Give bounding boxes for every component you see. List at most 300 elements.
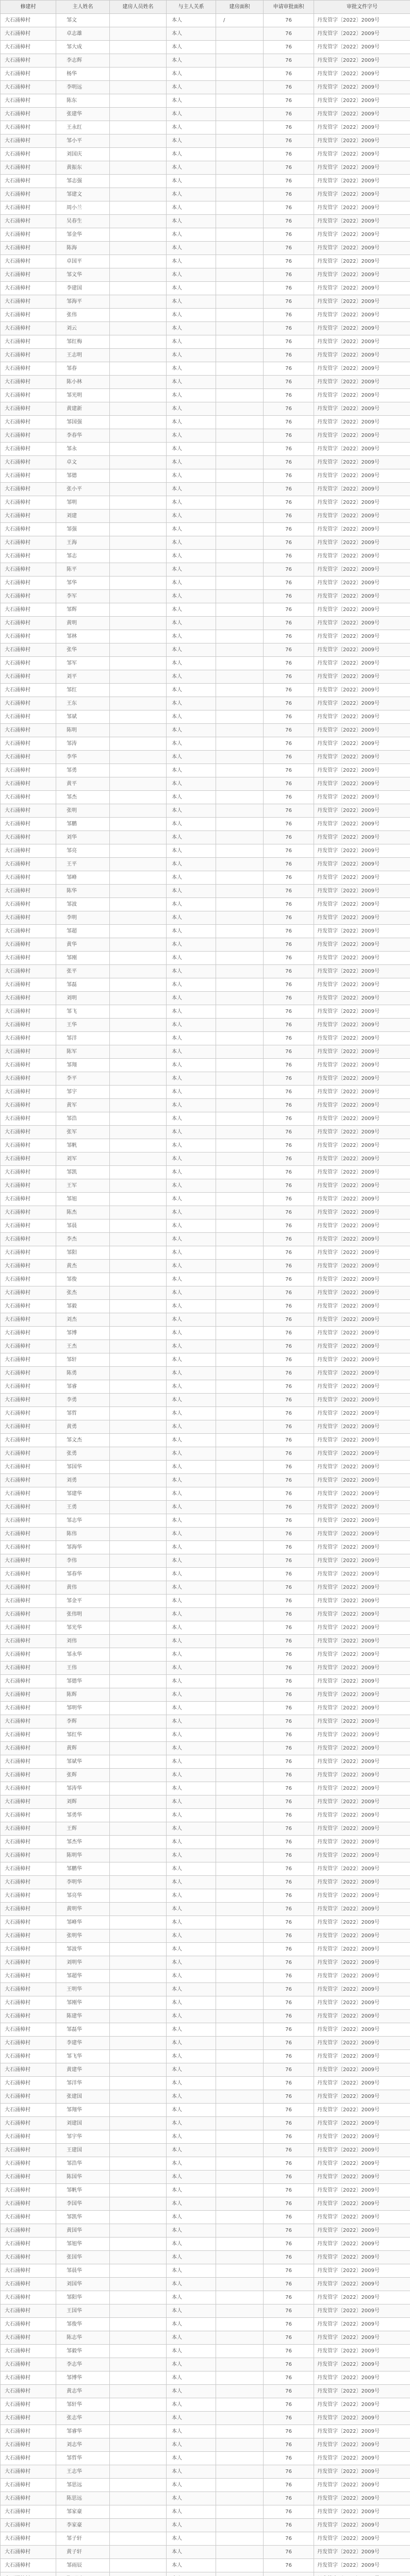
cell-relation: 本人 xyxy=(167,1836,216,1849)
cell-build-area xyxy=(216,429,264,443)
cell-approved-area: 76 xyxy=(264,402,314,416)
cell-builder-name xyxy=(110,885,167,898)
cell-relation: 本人 xyxy=(167,108,216,121)
cell-relation: 本人 xyxy=(167,1916,216,1929)
cell-builder-name xyxy=(110,1166,167,1179)
cell-relation: 本人 xyxy=(167,523,216,536)
cell-approval-doc: 丹发管字〔2022〕2009号 xyxy=(314,322,410,335)
cell-build-area xyxy=(216,1273,264,1286)
cell-relation: 本人 xyxy=(167,2385,216,2398)
cell-relation: 本人 xyxy=(167,1983,216,1996)
cell-relation: 本人 xyxy=(167,925,216,938)
cell-village: 大石涌樟村 xyxy=(1,27,56,41)
table-row xyxy=(1,2050,410,2063)
table-row xyxy=(1,94,410,108)
cell-build-area xyxy=(216,1434,264,1447)
cell-builder-name xyxy=(110,2304,167,2318)
cell-builder-name xyxy=(110,1327,167,1340)
cell-builder-name xyxy=(110,992,167,1005)
cell-build-area xyxy=(216,94,264,108)
cell-owner-name: 陈明华 xyxy=(56,1849,110,1862)
cell-relation xyxy=(167,2572,216,2576)
table-row xyxy=(1,1929,410,1943)
cell-approved-area: 76 xyxy=(264,1206,314,1219)
cell-approved-area: 76 xyxy=(264,1059,314,1072)
cell-approved-area: 76 xyxy=(264,41,314,54)
cell-approval-doc: 丹发管字〔2022〕2009号 xyxy=(314,1648,410,1662)
cell-approved-area: 76 xyxy=(264,818,314,831)
cell-approved-area: 76 xyxy=(264,697,314,710)
cell-builder-name xyxy=(110,1420,167,1434)
cell-approval-doc: 丹发管字〔2022〕2009号 xyxy=(314,1367,410,1380)
cell-builder-name xyxy=(110,456,167,469)
cell-relation: 本人 xyxy=(167,1072,216,1086)
cell-village: 大石涌樟村 xyxy=(1,215,56,228)
cell-build-area xyxy=(216,2452,264,2465)
cell-relation: 本人 xyxy=(167,362,216,376)
cell-owner-name: 黄华 xyxy=(56,938,110,952)
cell-build-area xyxy=(216,1554,264,1568)
cell-relation: 本人 xyxy=(167,536,216,550)
cell-build-area xyxy=(216,2546,264,2559)
cell-owner-name: 邹林 xyxy=(56,630,110,643)
cell-village: 大石涌樟村 xyxy=(1,2117,56,2130)
cell-owner-name: 邹洋华 xyxy=(56,2077,110,2090)
cell-build-area xyxy=(216,1340,264,1353)
cell-approved-area: 76 xyxy=(264,777,314,791)
cell-approved-area: 76 xyxy=(264,1849,314,1862)
table-row xyxy=(1,2184,410,2197)
cell-village: 大石涌樟村 xyxy=(1,483,56,496)
cell-build-area xyxy=(216,603,264,617)
table-row xyxy=(1,1327,410,1340)
table-row xyxy=(1,2358,410,2371)
cell-approval-doc: 丹发管字〔2022〕2009号 xyxy=(314,818,410,831)
cell-approved-area: 76 xyxy=(264,2465,314,2479)
cell-builder-name xyxy=(110,1675,167,1688)
table-row xyxy=(1,751,410,764)
cell-owner-name: 李杰 xyxy=(56,1233,110,1246)
cell-relation: 本人 xyxy=(167,563,216,577)
cell-owner-name: 陈建华 xyxy=(56,2010,110,2023)
cell-approval-doc: 丹发管字〔2022〕2009号 xyxy=(314,1246,410,1260)
cell-build-area xyxy=(216,443,264,456)
cell-village: 大石涌樟村 xyxy=(1,282,56,295)
cell-village: 大石涌樟村 xyxy=(1,1447,56,1461)
cell-village: 大石涌樟村 xyxy=(1,885,56,898)
cell-build-area xyxy=(216,228,264,242)
cell-village: 大石涌樟村 xyxy=(1,2398,56,2412)
cell-builder-name xyxy=(110,1019,167,1032)
cell-approval-doc: 丹发管字〔2022〕2009号 xyxy=(314,1153,410,1166)
cell-village: 大石涌樟村 xyxy=(1,978,56,992)
cell-approved-area: 76 xyxy=(264,282,314,295)
cell-owner-name: 邹超 xyxy=(56,925,110,938)
cell-approval-doc: 丹发管字〔2022〕2009号 xyxy=(314,885,410,898)
cell-relation: 本人 xyxy=(167,1554,216,1568)
cell-builder-name xyxy=(110,2532,167,2546)
cell-builder-name xyxy=(110,1032,167,1045)
table-row xyxy=(1,2010,410,2023)
cell-owner-name: 邹波华 xyxy=(56,1943,110,1956)
cell-approved-area: 76 xyxy=(264,2077,314,2090)
cell-builder-name xyxy=(110,684,167,697)
cell-approval-doc: 丹发管字〔2022〕2009号 xyxy=(314,844,410,858)
cell-owner-name: 张建国 xyxy=(56,2090,110,2104)
cell-owner-name: 刘辉 xyxy=(56,1795,110,1809)
cell-approval-doc: 丹发管字〔2022〕2009号 xyxy=(314,1179,410,1193)
cell-approved-area: 76 xyxy=(264,1514,314,1528)
cell-approval-doc: 丹发管字〔2022〕2009号 xyxy=(314,1715,410,1728)
cell-relation: 本人 xyxy=(167,2519,216,2532)
cell-owner-name: 卓国平 xyxy=(56,255,110,268)
table-row xyxy=(1,737,410,751)
cell-village: 大石涌樟村 xyxy=(1,1849,56,1862)
cell-builder-name xyxy=(110,469,167,483)
cell-approved-area: 76 xyxy=(264,684,314,697)
table-row xyxy=(1,2559,410,2572)
cell-owner-name: 邹涛华 xyxy=(56,1782,110,1795)
cell-builder-name xyxy=(110,161,167,175)
table-row xyxy=(1,228,410,242)
cell-relation: 本人 xyxy=(167,456,216,469)
cell-village: 大石涌樟村 xyxy=(1,322,56,335)
cell-build-area xyxy=(216,295,264,309)
cell-relation: 本人 xyxy=(167,617,216,630)
cell-build-area xyxy=(216,577,264,590)
cell-approved-area: 76 xyxy=(264,1487,314,1501)
cell-village: 大石涌樟村 xyxy=(1,697,56,710)
cell-approval-doc: 丹发管字〔2022〕2009号 xyxy=(314,603,410,617)
cell-approved-area: 76 xyxy=(264,804,314,818)
table-row xyxy=(1,67,410,81)
table-row xyxy=(1,1983,410,1996)
cell-build-area xyxy=(216,1970,264,1983)
table-row xyxy=(1,2425,410,2438)
cell-owner-name: 李明华 xyxy=(56,1876,110,1889)
cell-approval-doc: 丹发管字〔2022〕2009号 xyxy=(314,550,410,563)
cell-approved-area: 76 xyxy=(264,2318,314,2331)
cell-approved-area: 76 xyxy=(264,831,314,844)
cell-builder-name xyxy=(110,536,167,550)
cell-builder-name xyxy=(110,791,167,804)
table-row xyxy=(1,201,410,215)
cell-builder-name xyxy=(110,1072,167,1086)
table-row xyxy=(1,175,410,188)
cell-relation: 本人 xyxy=(167,791,216,804)
cell-owner-name: 邹刚华 xyxy=(56,1996,110,2010)
cell-village: 大石涌樟村 xyxy=(1,402,56,416)
cell-relation: 本人 xyxy=(167,2304,216,2318)
cell-approval-doc: 丹发管字〔2022〕2009号 xyxy=(314,54,410,67)
cell-approval-doc: 丹发管字〔2022〕2009号 xyxy=(314,134,410,148)
cell-owner-name: 邹磊华 xyxy=(56,2023,110,2037)
cell-village: 大石涌樟村 xyxy=(1,2505,56,2519)
cell-build-area xyxy=(216,2157,264,2171)
table-row xyxy=(1,242,410,255)
cell-approved-area: 76 xyxy=(264,2050,314,2063)
cell-build-area xyxy=(216,697,264,710)
cell-approved-area: 76 xyxy=(264,175,314,188)
cell-approved-area: 76 xyxy=(264,1367,314,1380)
cell-approved-area: 76 xyxy=(264,1112,314,1126)
cell-approved-area: 76 xyxy=(264,1501,314,1514)
cell-approved-area: 76 xyxy=(264,2398,314,2412)
cell-builder-name xyxy=(110,309,167,322)
cell-owner-name: 邹晨 xyxy=(56,1219,110,1233)
cell-build-area xyxy=(216,2211,264,2224)
cell-village: 大石涌樟村 xyxy=(1,134,56,148)
cell-builder-name xyxy=(110,2358,167,2371)
cell-approval-doc: 丹发管字〔2022〕2009号 xyxy=(314,697,410,710)
table-row xyxy=(1,2117,410,2130)
cell-relation: 本人 xyxy=(167,201,216,215)
cell-build-area xyxy=(216,1166,264,1179)
cell-approval-doc: 丹发管字〔2022〕2009号 xyxy=(314,1260,410,1273)
cell-builder-name xyxy=(110,1407,167,1420)
cell-village: 大石涌樟村 xyxy=(1,255,56,268)
cell-approval-doc: 丹发管字〔2022〕2009号 xyxy=(314,2077,410,2090)
cell-relation: 本人 xyxy=(167,2318,216,2331)
cell-approval-doc: 丹发管字〔2022〕2009号 xyxy=(314,657,410,670)
cell-relation: 本人 xyxy=(167,643,216,657)
cell-approved-area: 76 xyxy=(264,1353,314,1367)
cell-owner-name: 王华 xyxy=(56,1019,110,1032)
cell-builder-name xyxy=(110,1862,167,1876)
cell-build-area xyxy=(216,1541,264,1554)
cell-village: 大石涌樟村 xyxy=(1,201,56,215)
cell-builder-name xyxy=(110,134,167,148)
cell-village: 大石涌樟村 xyxy=(1,2171,56,2184)
cell-approved-area: 76 xyxy=(264,215,314,228)
cell-approval-doc: 丹发管字〔2022〕2009号 xyxy=(314,1809,410,1822)
cell-relation: 本人 xyxy=(167,1996,216,2010)
cell-build-area xyxy=(216,1447,264,1461)
cell-approval-doc: 丹发管字〔2022〕2009号 xyxy=(314,1474,410,1487)
cell-build-area xyxy=(216,2010,264,2023)
table-row xyxy=(1,1836,410,1849)
cell-build-area xyxy=(216,335,264,349)
cell-builder-name xyxy=(110,630,167,643)
cell-relation: 本人 xyxy=(167,2144,216,2157)
cell-approval-doc: 丹发管字〔2022〕2009号 xyxy=(314,1300,410,1313)
cell-relation: 本人 xyxy=(167,844,216,858)
cell-village: 大石涌樟村 xyxy=(1,2465,56,2479)
cell-build-area xyxy=(216,1474,264,1487)
cell-builder-name xyxy=(110,2037,167,2050)
cell-builder-name xyxy=(110,1648,167,1662)
cell-builder-name xyxy=(110,1782,167,1795)
cell-builder-name xyxy=(110,858,167,871)
table-row xyxy=(1,2331,410,2345)
cell-approved-area: 76 xyxy=(264,1996,314,2010)
cell-approved-area: 76 xyxy=(264,1742,314,1755)
cell-owner-name: 张明华 xyxy=(56,1929,110,1943)
cell-approved-area: 76 xyxy=(264,1434,314,1447)
cell-village: 大石涌樟村 xyxy=(1,777,56,791)
cell-approval-doc: 丹发管字〔2022〕2009号 xyxy=(314,831,410,844)
cell-owner-name: 张辉 xyxy=(56,1769,110,1782)
table-row xyxy=(1,858,410,871)
cell-approval-doc: 丹发管字〔2022〕2009号 xyxy=(314,1822,410,1836)
cell-approved-area: 76 xyxy=(264,2532,314,2546)
cell-approval-doc: 丹发管字〔2022〕2009号 xyxy=(314,402,410,416)
cell-approval-doc: 丹发管字〔2022〕2009号 xyxy=(314,1688,410,1702)
cell-builder-name xyxy=(110,1541,167,1554)
cell-village: 大石涌樟村 xyxy=(1,1755,56,1769)
cell-relation: 本人 xyxy=(167,2077,216,2090)
cell-builder-name xyxy=(110,1153,167,1166)
cell-approval-doc: 丹发管字〔2022〕2009号 xyxy=(314,1755,410,1769)
cell-relation: 本人 xyxy=(167,1313,216,1327)
cell-build-area xyxy=(216,1286,264,1300)
cell-village: 大石涌樟村 xyxy=(1,1086,56,1099)
cell-builder-name xyxy=(110,1380,167,1394)
cell-approval-doc: 丹发管字〔2022〕2009号 xyxy=(314,1340,410,1353)
cell-owner-name: 刘建 xyxy=(56,510,110,523)
table-row xyxy=(1,1903,410,1916)
table-row xyxy=(1,965,410,978)
table-row xyxy=(1,1045,410,1059)
cell-village: 大石涌樟村 xyxy=(1,1782,56,1795)
cell-approval-doc: 丹发管字〔2022〕2009号 xyxy=(314,2412,410,2425)
cell-approval-doc: 丹发管字〔2022〕2009号 xyxy=(314,1554,410,1568)
cell-approval-doc: 丹发管字〔2022〕2009号 xyxy=(314,630,410,643)
cell-approval-doc: 丹发管字〔2022〕2009号 xyxy=(314,1889,410,1903)
cell-build-area xyxy=(216,1715,264,1728)
cell-approved-area: 76 xyxy=(264,268,314,282)
cell-builder-name xyxy=(110,443,167,456)
cell-approval-doc: 丹发管字〔2022〕2009号 xyxy=(314,2037,410,2050)
table-row xyxy=(1,416,410,429)
table-row xyxy=(1,429,410,443)
cell-approval-doc: 丹发管字〔2022〕2009号 xyxy=(314,2398,410,2412)
cell-approved-area: 76 xyxy=(264,54,314,67)
cell-owner-name: 黄国华 xyxy=(56,2224,110,2238)
cell-approval-doc: 丹发管字〔2022〕2009号 xyxy=(314,2452,410,2465)
cell-builder-name xyxy=(110,1514,167,1528)
cell-village: 大石涌樟村 xyxy=(1,456,56,469)
table-row xyxy=(1,1072,410,1086)
cell-village: 大石涌樟村 xyxy=(1,536,56,550)
cell-build-area xyxy=(216,483,264,496)
cell-relation: 本人 xyxy=(167,2224,216,2238)
cell-approved-area: 76 xyxy=(264,2345,314,2358)
cell-relation: 本人 xyxy=(167,496,216,510)
cell-build-area xyxy=(216,282,264,295)
cell-village: 大石涌樟村 xyxy=(1,121,56,134)
header-approved-area: 申请审批面积 xyxy=(264,1,314,14)
cell-relation: 本人 xyxy=(167,2184,216,2197)
cell-village: 大石涌樟村 xyxy=(1,871,56,885)
cell-relation: 本人 xyxy=(167,1233,216,1246)
cell-relation: 本人 xyxy=(167,309,216,322)
cell-approved-area: 76 xyxy=(264,2171,314,2184)
cell-build-area xyxy=(216,2264,264,2278)
cell-approval-doc: 丹发管字〔2022〕2009号 xyxy=(314,1970,410,1983)
cell-relation: 本人 xyxy=(167,1568,216,1581)
cell-relation: 本人 xyxy=(167,67,216,81)
cell-approval-doc: 丹发管字〔2022〕2009号 xyxy=(314,1487,410,1501)
cell-village: 大石涌樟村 xyxy=(1,1970,56,1983)
cell-owner-name: 邹博 xyxy=(56,1327,110,1340)
cell-approval-doc: 丹发管字〔2022〕2009号 xyxy=(314,952,410,965)
cell-build-area xyxy=(216,2251,264,2264)
cell-owner-name: 李勇 xyxy=(56,1394,110,1407)
cell-approved-area: 76 xyxy=(264,2144,314,2157)
cell-relation: 本人 xyxy=(167,2452,216,2465)
cell-builder-name xyxy=(110,1554,167,1568)
cell-build-area xyxy=(216,201,264,215)
cell-approved-area: 76 xyxy=(264,871,314,885)
cell-approval-doc: 丹发管字〔2022〕2009号 xyxy=(314,523,410,536)
cell-relation: 本人 xyxy=(167,1541,216,1554)
table-row xyxy=(1,2251,410,2264)
table-row xyxy=(1,911,410,925)
cell-village: 大石涌樟村 xyxy=(1,1434,56,1447)
cell-approval-doc: 丹发管字〔2022〕2009号 xyxy=(314,268,410,282)
cell-builder-name xyxy=(110,831,167,844)
table-row xyxy=(1,215,410,228)
table-row xyxy=(1,603,410,617)
cell-relation: 本人 xyxy=(167,1407,216,1420)
cell-builder-name xyxy=(110,952,167,965)
cell-relation: 本人 xyxy=(167,1340,216,1353)
cell-relation: 本人 xyxy=(167,2264,216,2278)
cell-owner-name: 邹浩 xyxy=(56,1112,110,1126)
cell-build-area xyxy=(216,2358,264,2371)
cell-approved-area: 76 xyxy=(264,1380,314,1394)
table-row xyxy=(1,577,410,590)
table-row xyxy=(1,2063,410,2077)
cell-approval-doc: 丹发管字〔2022〕2009号 xyxy=(314,1795,410,1809)
table-row xyxy=(1,2077,410,2090)
cell-builder-name xyxy=(110,376,167,389)
cell-owner-name: 邹峰 xyxy=(56,871,110,885)
cell-relation: 本人 xyxy=(167,2345,216,2358)
cell-relation: 本人 xyxy=(167,402,216,416)
cell-owner-name: 陈军 xyxy=(56,1045,110,1059)
cell-owner-name: 邹鹏 xyxy=(56,818,110,831)
cell-approved-area: 76 xyxy=(264,630,314,643)
cell-build-area xyxy=(216,2224,264,2238)
cell-relation: 本人 xyxy=(167,161,216,175)
cell-approval-doc: 丹发管字〔2022〕2009号 xyxy=(314,201,410,215)
cell-builder-name xyxy=(110,777,167,791)
cell-build-area xyxy=(216,2385,264,2398)
cell-village: 大石涌樟村 xyxy=(1,268,56,282)
cell-build-area xyxy=(216,1327,264,1340)
cell-builder-name xyxy=(110,483,167,496)
cell-village: 大石涌樟村 xyxy=(1,764,56,777)
cell-build-area xyxy=(216,643,264,657)
cell-relation: 本人 xyxy=(167,2425,216,2438)
cell-build-area xyxy=(216,1635,264,1648)
table-row xyxy=(1,1876,410,1889)
cell-relation: 本人 xyxy=(167,1434,216,1447)
cell-approval-doc: 丹发管字〔2022〕2009号 xyxy=(314,1461,410,1474)
table-row xyxy=(1,1139,410,1153)
cell-owner-name: 黄振东 xyxy=(56,161,110,175)
cell-builder-name xyxy=(110,697,167,710)
cell-village: 大石涌樟村 xyxy=(1,737,56,751)
cell-village: 大石涌樟村 xyxy=(1,1836,56,1849)
cell-build-area xyxy=(216,1394,264,1407)
cell-owner-name: 张杰 xyxy=(56,1286,110,1300)
cell-approved-area: 76 xyxy=(264,2264,314,2278)
cell-approved-area: 76 xyxy=(264,2546,314,2559)
cell-build-area xyxy=(216,737,264,751)
